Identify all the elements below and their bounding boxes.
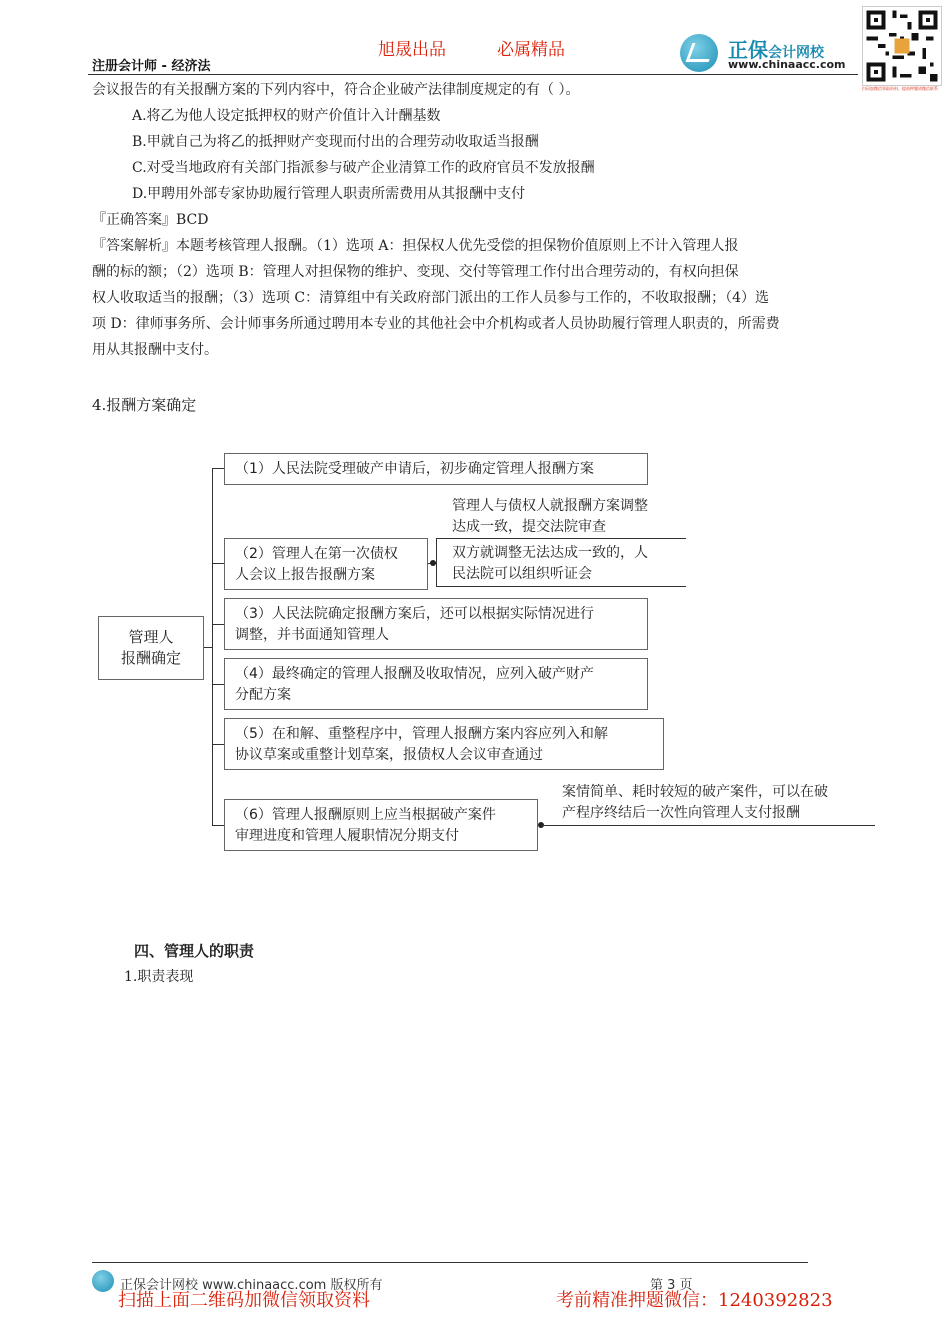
logo-school: 会计网校 <box>768 45 824 61</box>
option-d: D.甲聘用外部专家协助履行管理人职责所需费用从其报酬中支付 <box>132 186 526 202</box>
mindmap-root: 管理人 报酬确定 <box>98 616 204 680</box>
section-subtitle: 1.职责表现 <box>124 969 194 985</box>
logo-name: 正保 <box>728 38 768 62</box>
header-slogan-left: 旭晟出品 <box>378 40 446 60</box>
section-title: 四、管理人的职责 <box>134 942 255 960</box>
answer-line: 『正确答案』BCD <box>92 212 209 228</box>
mindmap-node-5: （5）在和解、重整程序中，管理人报酬方案内容应列入和解 协议草案或重整计划草案，报债权人会议审查通过 <box>224 718 664 770</box>
footer-red-left: 扫描上面二维码加微信领取资料 <box>118 1290 370 1311</box>
analysis-line: 用从其报酬中支付。 <box>92 342 218 358</box>
analysis-line: 项 D：律师事务所、会计师事务所通过聘用本专业的其他社会中介机构或者人员协助履行管理人职责的，所需费 <box>92 316 780 332</box>
header-divider <box>88 74 858 75</box>
logo-url: www.chinaacc.com <box>728 58 846 71</box>
footer-logo-icon <box>92 1270 114 1292</box>
mindmap-node-6: （6）管理人报酬原则上应当根据破产案件 审理进度和管理人履职情况分期支付 <box>224 799 538 851</box>
option-b: B.甲就自己为将乙的抵押财产变现而付出的合理劳动收取适当报酬 <box>132 134 539 150</box>
analysis-line: 权人收取适当的报酬；（3）选项 C：清算组中有关政府部门派出的工作人员参与工作的，不收取报酬；（4）选 <box>92 290 769 306</box>
qr-note: 扫码加微信领取资料，提前押题请微信联系 <box>862 86 938 91</box>
qr-code-icon <box>862 6 942 86</box>
question-stem: 会议报告的有关报酬方案的下列内容中，符合企业破产法律制度规定的有（ ）。 <box>92 82 580 98</box>
footer-red-right: 考前精准押题微信：1240392823 <box>556 1290 833 1311</box>
brand-logo <box>680 32 855 74</box>
mindmap-node-2a: 管理人与债权人就报酬方案调整 达成一致，提交法院审查 <box>452 498 648 535</box>
mindmap-node-2: （2）管理人在第一次债权 人会议上报告报酬方案 <box>224 538 428 590</box>
subject-label: 注册会计师 - 经济法 <box>92 59 211 74</box>
header-slogan-right: 必属精品 <box>497 40 565 60</box>
mindmap-node-6a: 案情简单、耗时较短的破产案件，可以在破 产程序终结后一次性向管理人支付报酬 <box>562 784 828 821</box>
page-number: 第 3 页 <box>650 1278 693 1293</box>
logo-mark-icon <box>680 34 718 72</box>
mindmap-node-2b: 双方就调整无法达成一致的，人 民法院可以组织听证会 <box>452 545 648 582</box>
section4-title: 4.报酬方案确定 <box>92 396 197 414</box>
footer-divider <box>92 1262 808 1263</box>
mindmap-node-1: （1）人民法院受理破产申请后，初步确定管理人报酬方案 <box>224 453 648 485</box>
footer-copyright: 正保会计网校 www.chinaacc.com 版权所有 <box>120 1278 383 1293</box>
analysis-line: 酬的标的额；（2）选项 B：管理人对担保物的维护、变现、交付等管理工作付出合理劳动的，有权向担保 <box>92 264 739 280</box>
analysis-line: 『答案解析』本题考核管理人报酬。（1）选项 A：担保权人优先受偿的担保物价值原则上不计入管理人报 <box>92 238 739 254</box>
mindmap-node-3: （3）人民法院确定报酬方案后，还可以根据实际情况进行 调整，并书面通知管理人 <box>224 598 648 650</box>
option-c: C.对受当地政府有关部门指派参与破产企业清算工作的政府官员不发放报酬 <box>132 160 595 176</box>
option-a: A.将乙为他人设定抵押权的财产价值计入计酬基数 <box>132 108 441 124</box>
question-block <box>92 77 862 363</box>
mindmap-node-4: （4）最终确定的管理人报酬及收取情况，应列入破产财产 分配方案 <box>224 658 648 710</box>
